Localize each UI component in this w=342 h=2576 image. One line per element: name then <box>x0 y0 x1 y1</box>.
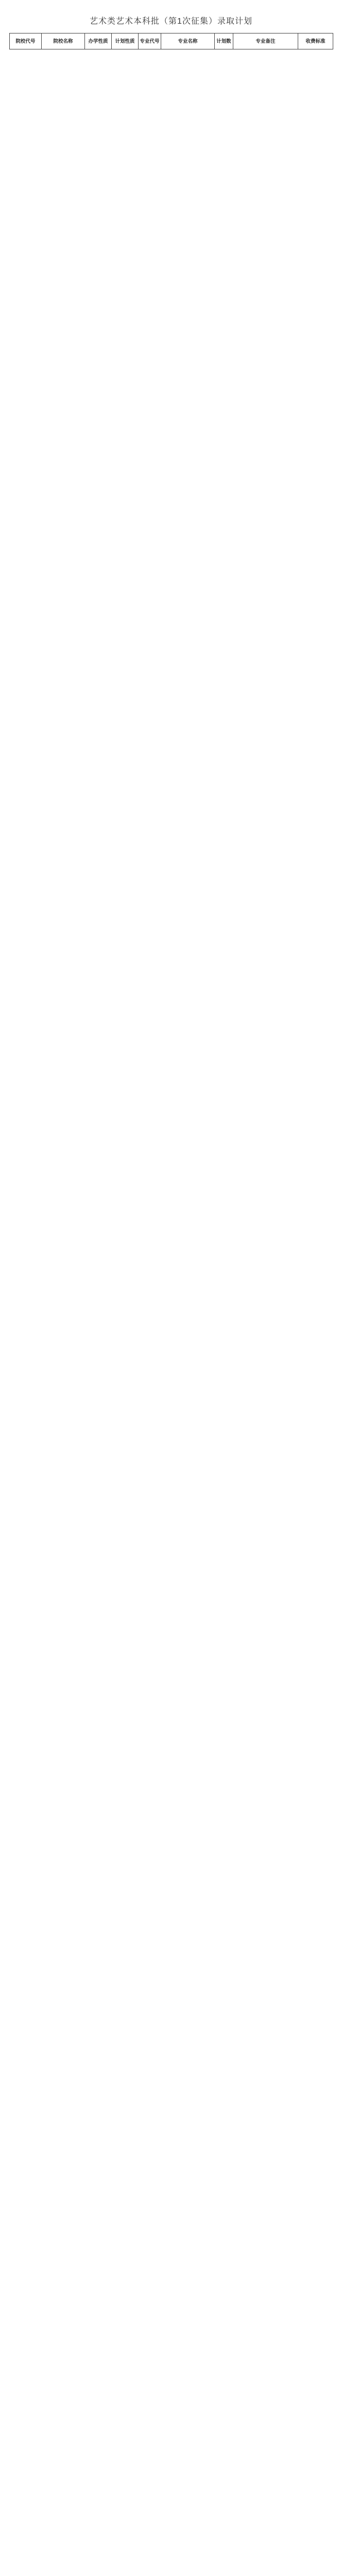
col-header-fee: 收费标准 <box>298 33 333 49</box>
page-title: 艺术类艺术本科批（第1次征集）录取计划 <box>90 17 252 26</box>
col-header-school-code: 院校代号 <box>10 33 42 49</box>
col-header-major-note: 专业备注 <box>233 33 298 49</box>
col-header-school-name: 院校名称 <box>42 33 85 49</box>
col-header-plan-count: 计划数 <box>215 33 233 49</box>
col-header-major-code: 专业代号 <box>139 33 161 49</box>
table-header-row <box>10 33 333 49</box>
enrollment-plan-table <box>9 33 333 49</box>
col-header-plan-type: 计划性质 <box>112 33 139 49</box>
col-header-school-type: 办学性质 <box>85 33 112 49</box>
col-header-major-name: 专业名称 <box>161 33 215 49</box>
